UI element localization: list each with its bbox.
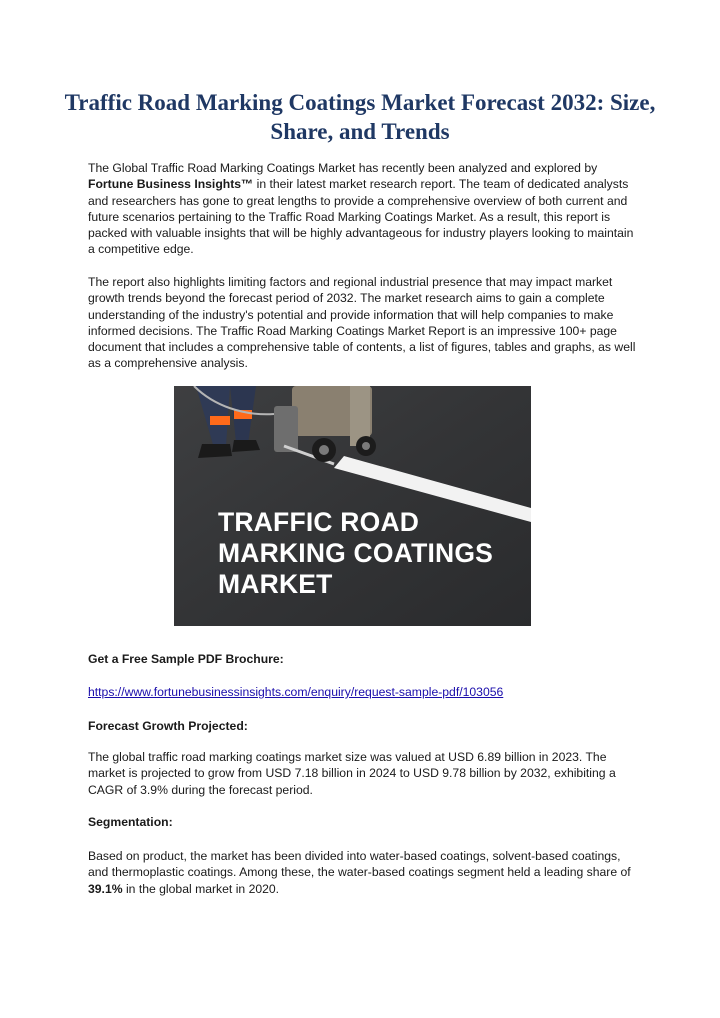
segmentation-heading: Segmentation: (88, 815, 173, 829)
document-title: Traffic Road Marking Coatings Market Forecast 2032: Size, Share, and Trends (64, 90, 656, 144)
report-highlights-paragraph: The report also highlights limiting factors and regional industrial presence that may impact market growth trends beyond the forecast period of 2032. The market research aims to gain a complete understanding of the industry's potential and provide information that will help companies to make informed decisions. The Traffic Road Marking Coatings Market Report is an impressive 100+ page document that includes a comprehensive table of contents, a list of figures, tables and graphs, as well as a comprehensive analysis. (88, 275, 636, 371)
forecast-heading: Forecast Growth Projected: (88, 719, 248, 733)
segmentation-paragraph (88, 848, 636, 897)
intro-text-part2: in their latest market research report. The team of dedicated analysts and researchers has gone to great lengths to provide a comprehensive overview of both current and future scenarios pertaining to the Traffic Road Marking Coatings Market. As a result, this report is packed with valuable insights that will be highly advantageous for industry players looking to maintain a competitive edge. (88, 177, 634, 257)
intro-paragraph (88, 160, 636, 258)
sample-pdf-link[interactable]: https://www.fortunebusinessinsights.com/enquiry/request-sample-pdf/103056 (88, 685, 504, 699)
segment-share-value: 39.1% (88, 881, 123, 896)
intro-text-part1: The Global Traffic Road Marking Coatings Market has recently been analyzed and explored by (88, 161, 598, 175)
brand-name: Fortune Business Insights™ (88, 177, 254, 192)
hero-overlay-text: TRAFFIC ROAD MARKING COATINGS MARKET (218, 507, 494, 599)
hero-image (174, 386, 531, 626)
brochure-heading: Get a Free Sample PDF Brochure: (88, 652, 284, 666)
forecast-paragraph: The global traffic road marking coatings market size was valued at USD 6.89 billion in 2023. The market is projected to grow from USD 7.18 billion in 2024 to USD 9.78 billion by 2032, exhibiting a CAGR of 3.9% during the forecast period. (88, 750, 616, 797)
segmentation-text-part2: in the global market in 2020. (122, 881, 280, 896)
segmentation-text-part1: Based on product, the market has been divided into water-based coatings, solvent-based coatings, and thermoplastic coatings. Among these, the water-based coatings segment held a leading share of (88, 849, 631, 880)
